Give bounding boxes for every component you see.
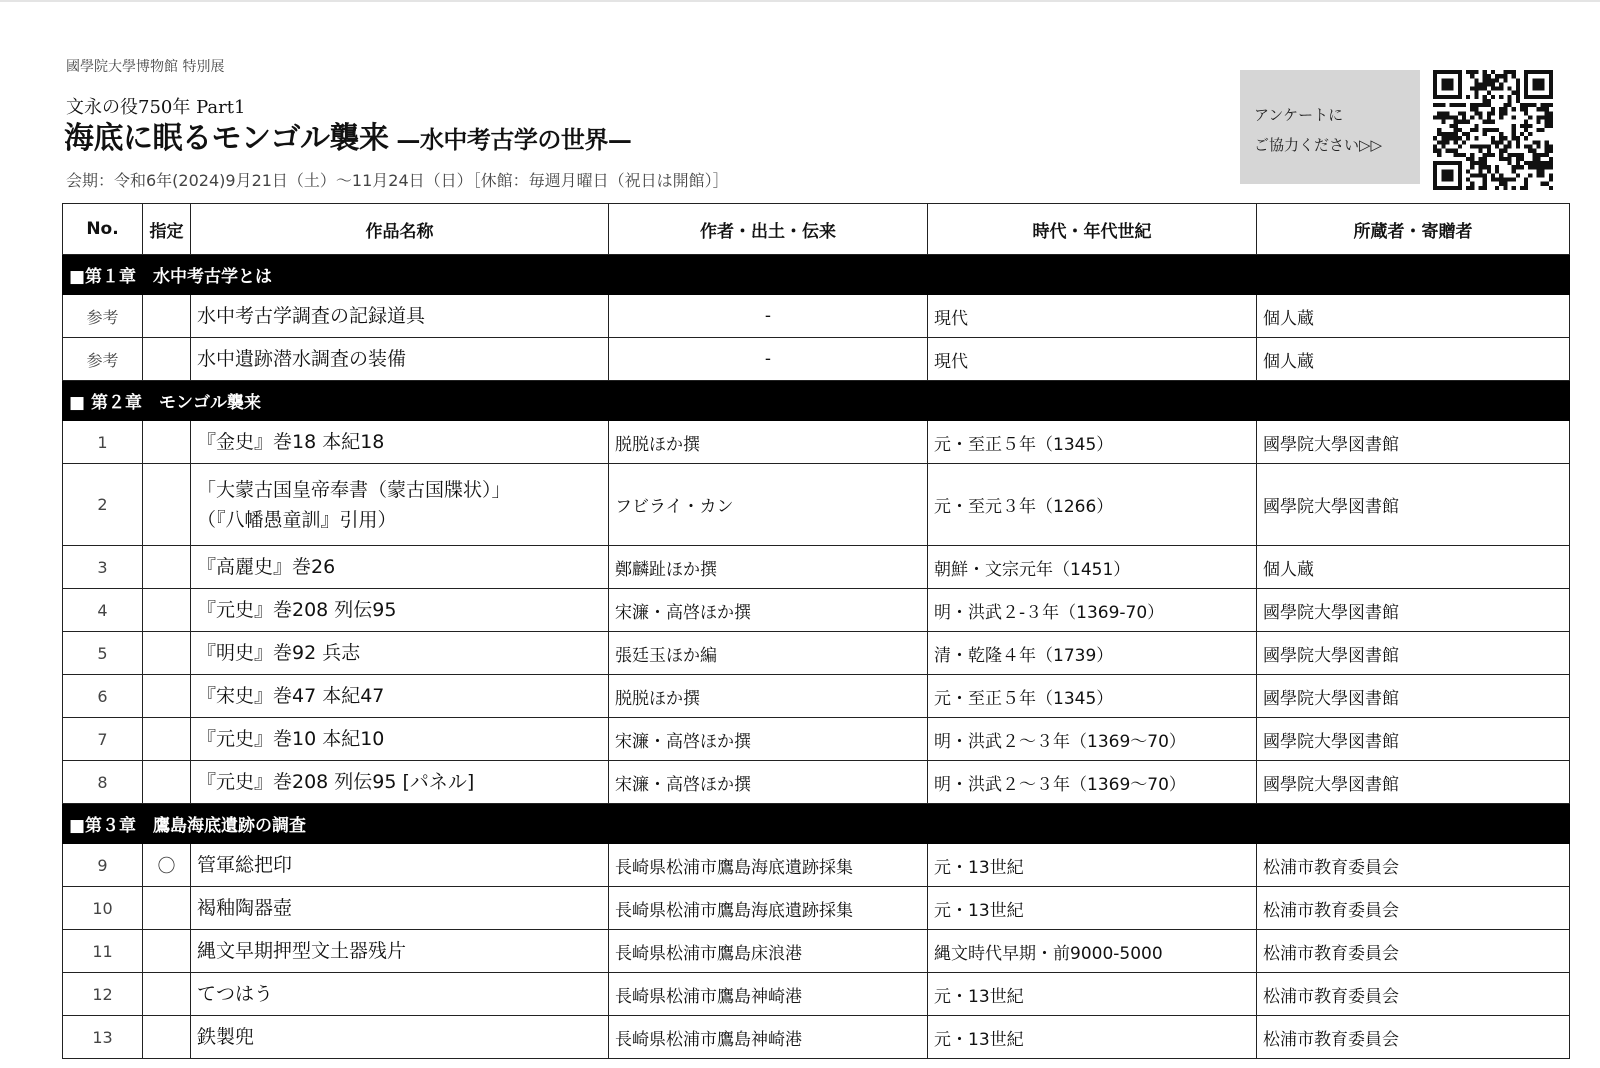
cell-owner: 國學院大學図書館 — [1257, 718, 1570, 761]
cell-era: 現代 — [928, 338, 1257, 381]
cell-designation — [143, 589, 191, 632]
cell-author: 長崎県松浦市鷹島海底遺跡採集 — [609, 844, 928, 887]
table-row — [63, 930, 1570, 973]
cell-designation — [143, 675, 191, 718]
cell-author: 脱脱ほか撰 — [609, 421, 928, 464]
museum-label: 國學院大學博物館 特別展 — [66, 59, 225, 75]
cell-no: 5 — [63, 632, 143, 675]
table-row — [63, 718, 1570, 761]
cell-owner: 松浦市教育委員会 — [1257, 1016, 1570, 1059]
cell-author: 宋濂・高啓ほか撰 — [609, 718, 928, 761]
cell-owner: 松浦市教育委員会 — [1257, 930, 1570, 973]
cell-owner: 松浦市教育委員会 — [1257, 973, 1570, 1016]
exhibition-title — [64, 113, 631, 157]
cell-name: 縄文早期押型文土器残片 — [191, 930, 609, 973]
cell-designation — [143, 546, 191, 589]
cell-era: 元・13世紀 — [928, 973, 1257, 1016]
table-row — [63, 1016, 1570, 1059]
table-header-row — [63, 204, 1570, 255]
cell-name: 『元史』巻208 列伝95 — [191, 589, 609, 632]
cell-era: 元・至正５年（1345） — [928, 675, 1257, 718]
chapter-title: ■第１章 水中考古学とは — [63, 255, 1570, 295]
cell-author: - — [609, 338, 928, 381]
cell-no: 11 — [63, 930, 143, 973]
cell-era: 明・洪武２～３年（1369～70） — [928, 718, 1257, 761]
header-no: No. — [63, 204, 143, 255]
cell-owner: 松浦市教育委員会 — [1257, 844, 1570, 887]
cell-no: 10 — [63, 887, 143, 930]
cell-no: 8 — [63, 761, 143, 804]
cell-name: 鉄製兜 — [191, 1016, 609, 1059]
cell-name: 『元史』巻208 列伝95 [パネル] — [191, 761, 609, 804]
cell-designation — [143, 930, 191, 973]
cell-no: 6 — [63, 675, 143, 718]
cell-era: 明・洪武２-３年（1369-70） — [928, 589, 1257, 632]
header-name: 作品名称 — [191, 204, 609, 255]
table-row — [63, 338, 1570, 381]
header-era: 時代・年代世紀 — [928, 204, 1257, 255]
cell-era: 現代 — [928, 295, 1257, 338]
table-row — [63, 761, 1570, 804]
survey-line-2: ご協力ください▷▷ — [1254, 136, 1383, 154]
cell-designation — [143, 973, 191, 1016]
chapter-title: ■第３章 鷹島海底遺跡の調査 — [63, 804, 1570, 844]
table-row — [63, 546, 1570, 589]
cell-author: 長崎県松浦市鷹島神崎港 — [609, 973, 928, 1016]
cell-era: 元・13世紀 — [928, 844, 1257, 887]
cell-name: 水中遺跡潜水調査の装備 — [191, 338, 609, 381]
table-row — [63, 421, 1570, 464]
cell-author: 張廷玉ほか編 — [609, 632, 928, 675]
cell-name: 『高麗史』巻26 — [191, 546, 609, 589]
cell-owner: 個人蔵 — [1257, 546, 1570, 589]
table-row — [63, 589, 1570, 632]
cell-author: - — [609, 295, 928, 338]
cell-no: 13 — [63, 1016, 143, 1059]
cell-designation: 〇 — [143, 844, 191, 887]
cell-no: 7 — [63, 718, 143, 761]
cell-name: 褐釉陶器壺 — [191, 887, 609, 930]
cell-era: 元・13世紀 — [928, 1016, 1257, 1059]
title-sub: —水中考古学の世界— — [388, 125, 632, 154]
cell-name-line-1: 「大蒙古国皇帝奉書（蒙古国牒状）」 — [197, 478, 511, 501]
table-row — [63, 887, 1570, 930]
cell-name: 管軍総把印 — [191, 844, 609, 887]
cell-owner: 國學院大學図書館 — [1257, 421, 1570, 464]
table-row — [63, 295, 1570, 338]
survey-line-1: アンケートに — [1254, 106, 1344, 124]
cell-owner: 國學院大學図書館 — [1257, 675, 1570, 718]
cell-designation — [143, 632, 191, 675]
table-row — [63, 675, 1570, 718]
cell-name: 『元史』巻10 本紀10 — [191, 718, 609, 761]
cell-name: てつはう — [191, 973, 609, 1016]
cell-author: 宋濂・高啓ほか撰 — [609, 589, 928, 632]
header-owner: 所蔵者・寄贈者 — [1257, 204, 1570, 255]
title-main: 海底に眠るモンゴル襲来 — [64, 121, 389, 156]
cell-name: 『金史』巻18 本紀18 — [191, 421, 609, 464]
chapter-title: ■ 第２章 モンゴル襲来 — [63, 381, 1570, 421]
cell-no: 1 — [63, 421, 143, 464]
cell-no: 3 — [63, 546, 143, 589]
top-divider — [0, 0, 1600, 2]
cell-designation — [143, 421, 191, 464]
survey-banner[interactable] — [1240, 70, 1420, 184]
table-row — [63, 973, 1570, 1016]
cell-name — [191, 464, 609, 546]
cell-author: 長崎県松浦市鷹島床浪港 — [609, 930, 928, 973]
cell-name: 『宋史』巻47 本紀47 — [191, 675, 609, 718]
cell-owner: 國學院大學図書館 — [1257, 464, 1570, 546]
cell-era: 元・至元３年（1266） — [928, 464, 1257, 546]
cell-owner: 個人蔵 — [1257, 295, 1570, 338]
exhibition-period: 会期：令和6年(2024)9月21日（土）～11月24日（日）［休館：毎週月曜日（祝日は開館）］ — [66, 171, 729, 190]
cell-author: 長崎県松浦市鷹島神崎港 — [609, 1016, 928, 1059]
cell-designation — [143, 887, 191, 930]
table-row — [63, 632, 1570, 675]
qr-code-icon[interactable] — [1433, 70, 1553, 190]
cell-designation — [143, 464, 191, 546]
cell-era: 元・至正５年（1345） — [928, 421, 1257, 464]
cell-no: 2 — [63, 464, 143, 546]
cell-no: 9 — [63, 844, 143, 887]
exhibit-list-table — [62, 203, 1570, 1059]
cell-author: 鄭麟趾ほか撰 — [609, 546, 928, 589]
cell-author: 脱脱ほか撰 — [609, 675, 928, 718]
chapter-row — [63, 255, 1570, 295]
cell-owner: 國學院大學図書館 — [1257, 761, 1570, 804]
cell-name: 水中考古学調査の記録道具 — [191, 295, 609, 338]
chapter-row — [63, 381, 1570, 421]
cell-no: 参考 — [63, 338, 143, 381]
cell-owner: 國學院大學図書館 — [1257, 589, 1570, 632]
cell-author: 長崎県松浦市鷹島海底遺跡採集 — [609, 887, 928, 930]
cell-owner: 國學院大學図書館 — [1257, 632, 1570, 675]
cell-designation — [143, 718, 191, 761]
table-row — [63, 844, 1570, 887]
cell-era: 清・乾隆４年（1739） — [928, 632, 1257, 675]
header-author: 作者・出土・伝来 — [609, 204, 928, 255]
header-designation: 指定 — [143, 204, 191, 255]
chapter-row — [63, 804, 1570, 844]
cell-author: フビライ・カン — [609, 464, 928, 546]
cell-no: 参考 — [63, 295, 143, 338]
cell-designation — [143, 761, 191, 804]
cell-designation — [143, 1016, 191, 1059]
cell-designation — [143, 338, 191, 381]
cell-name: 『明史』巻92 兵志 — [191, 632, 609, 675]
cell-name-line-2: （『八幡愚童訓』引用） — [197, 508, 397, 531]
exhibition-subtitle: 文永の役750年 Part1 — [66, 97, 246, 118]
cell-no: 12 — [63, 973, 143, 1016]
cell-owner: 松浦市教育委員会 — [1257, 887, 1570, 930]
cell-no: 4 — [63, 589, 143, 632]
cell-era: 縄文時代早期・前9000-5000 — [928, 930, 1257, 973]
cell-era: 明・洪武２～３年（1369～70） — [928, 761, 1257, 804]
cell-era: 朝鮮・文宗元年（1451） — [928, 546, 1257, 589]
cell-era: 元・13世紀 — [928, 887, 1257, 930]
table-body — [63, 255, 1570, 1059]
cell-designation — [143, 295, 191, 338]
table-row — [63, 464, 1570, 546]
cell-owner: 個人蔵 — [1257, 338, 1570, 381]
cell-author: 宋濂・高啓ほか撰 — [609, 761, 928, 804]
